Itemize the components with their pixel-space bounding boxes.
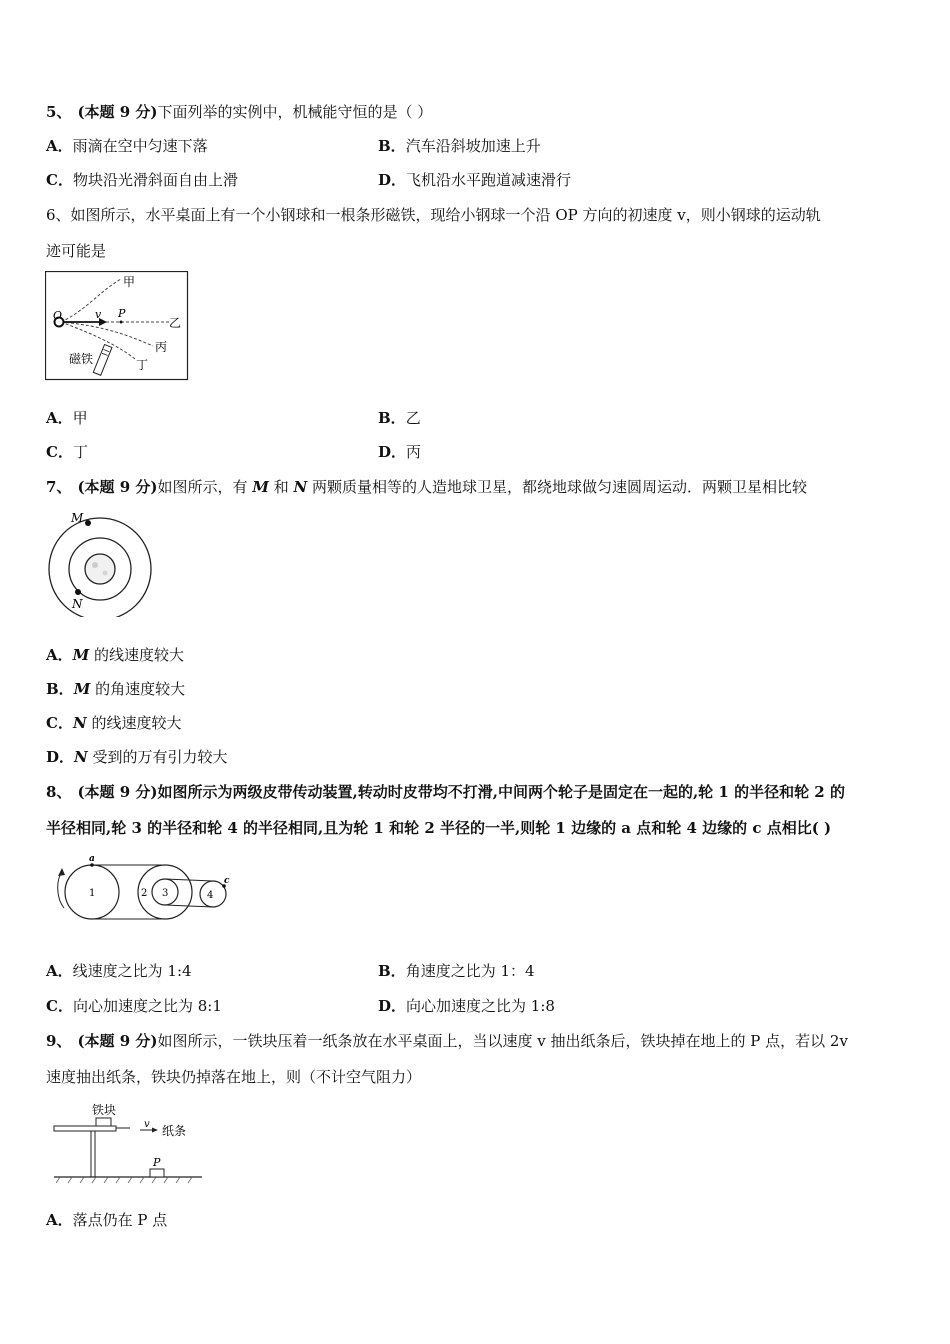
q6-label-p: P — [118, 307, 126, 320]
q8-rotation-arrowhead — [58, 868, 65, 876]
q9-table-top — [54, 1126, 116, 1131]
q7-earth — [85, 554, 115, 584]
q9-stem-line2: 速度抽出纸条，铁块仍掉落在地上，则（不计空气阻力） — [46, 1068, 422, 1086]
q9-option-a[interactable]: A．落点仍在 P 点 — [46, 1211, 168, 1229]
q6-label-o: O — [53, 309, 63, 322]
q8-stem-line1: 8、 (本题 9 分)如图所示为两级皮带传动装置,转动时皮带均不打滑,中间两个轮子是固定在一起的,轮 1 的半径和轮 2 的 — [46, 783, 845, 801]
q8-stem-line2: 半径相同,轮 3 的半径和轮 4 的半径相同,且为轮 1 和轮 2 半径的一半,则轮 1 边缘的 a 点和轮 4 边缘的 c 点相比( ) — [46, 819, 832, 837]
q6-stem-line1: 6、如图所示，水平桌面上有一个小钢球和一根条形磁铁，现给小钢球一个沿 OP 方向的初速度 v，则小钢球的运动轨 — [46, 206, 821, 224]
q9-label-block: 铁块 — [92, 1103, 117, 1117]
q6-label-jia: 甲 — [123, 275, 136, 289]
q6-label-bing: 丙 — [155, 340, 168, 354]
q5-option-b[interactable]: B．汽车沿斜坡加速上升 — [378, 137, 541, 155]
q9-label-v: v — [144, 1119, 150, 1130]
q5-option-a[interactable]: A．雨滴在空中匀速下落 — [46, 137, 208, 155]
q8-option-c[interactable]: C．向心加速度之比为 8:1 — [46, 997, 222, 1015]
q7-option-d[interactable]: D．N 受到的万有引力较大 — [46, 748, 228, 766]
q8-label-wheel-1: 1 — [89, 888, 96, 899]
q6-option-a[interactable]: A．甲 — [46, 409, 88, 427]
q8-option-a[interactable]: A．线速度之比为 1:4 — [46, 962, 192, 980]
q6-stem-line2: 迹可能是 — [46, 242, 107, 260]
q5-option-c[interactable]: C．物块沿光滑斜面自由上滑 — [46, 171, 238, 189]
q7-earth-texture-2 — [103, 571, 108, 576]
q8-figure-belt-drive — [52, 850, 237, 930]
q7-satellite-n — [75, 589, 81, 595]
q7-satellite-m — [85, 520, 91, 526]
q7-earth-texture — [92, 562, 98, 568]
q7-label-n: N — [72, 597, 83, 611]
q6-option-c[interactable]: C．丁 — [46, 443, 88, 461]
q6-figure-magnet-trajectories — [45, 271, 189, 381]
q7-option-a[interactable]: A．M 的线速度较大 — [46, 646, 185, 664]
q9-velocity-arrowhead — [152, 1128, 158, 1133]
q6-label-ding: 丁 — [136, 358, 149, 372]
q9-figure-table-block — [50, 1100, 205, 1185]
q9-stem-line1: 9、 (本题 9 分)如图所示，一铁块压着一纸条放在水平桌面上，当以速度 v 抽出纸条后，铁块掉在地上的 P 点，若以 2v — [46, 1032, 848, 1050]
q8-label-wheel-2: 2 — [141, 888, 148, 899]
q8-label-a: a — [89, 854, 95, 864]
q6-option-d[interactable]: D．丙 — [378, 443, 422, 461]
q5-option-d[interactable]: D．飞机沿水平跑道减速滑行 — [378, 171, 572, 189]
q6-figure-frame — [46, 272, 188, 380]
q9-landing-point-p — [150, 1169, 164, 1177]
q7-option-b[interactable]: B．M 的角速度较大 — [46, 680, 186, 698]
q9-ground-hatch — [56, 1177, 192, 1183]
q7-label-m: M — [71, 511, 84, 525]
q8-rotation-arc — [58, 872, 64, 908]
q7-option-c[interactable]: C．N 的线速度较大 — [46, 714, 182, 732]
q6-point-p — [120, 321, 123, 324]
q5-stem: 5、 (本题 9 分)下面列举的实例中，机械能守恒的是（ ） — [46, 103, 433, 121]
q6-option-b[interactable]: B．乙 — [378, 409, 421, 427]
q7-figure-satellite-orbits — [45, 507, 157, 617]
q9-table-leg — [91, 1131, 95, 1177]
q6-label-v: v — [95, 308, 102, 321]
q8-label-wheel-4: 4 — [207, 890, 214, 901]
q8-label-c: c — [224, 876, 230, 886]
q8-option-b[interactable]: B．角速度之比为 1：4 — [378, 962, 535, 980]
q9-iron-block — [96, 1118, 111, 1126]
q8-option-d[interactable]: D．向心加速度之比为 1:8 — [378, 997, 555, 1015]
q7-stem: 7、 (本题 9 分)如图所示，有 M 和 N 两颗质量相等的人造地球卫星，都绕地球做匀速圆周运动．两颗卫星相比较 — [46, 478, 808, 496]
q8-label-wheel-3: 3 — [162, 888, 169, 899]
q6-label-magnet: 磁铁 — [69, 352, 94, 366]
q9-label-p: P — [153, 1156, 161, 1169]
q9-label-paper: 纸条 — [162, 1124, 187, 1138]
q6-label-yi: 乙 — [169, 316, 182, 330]
